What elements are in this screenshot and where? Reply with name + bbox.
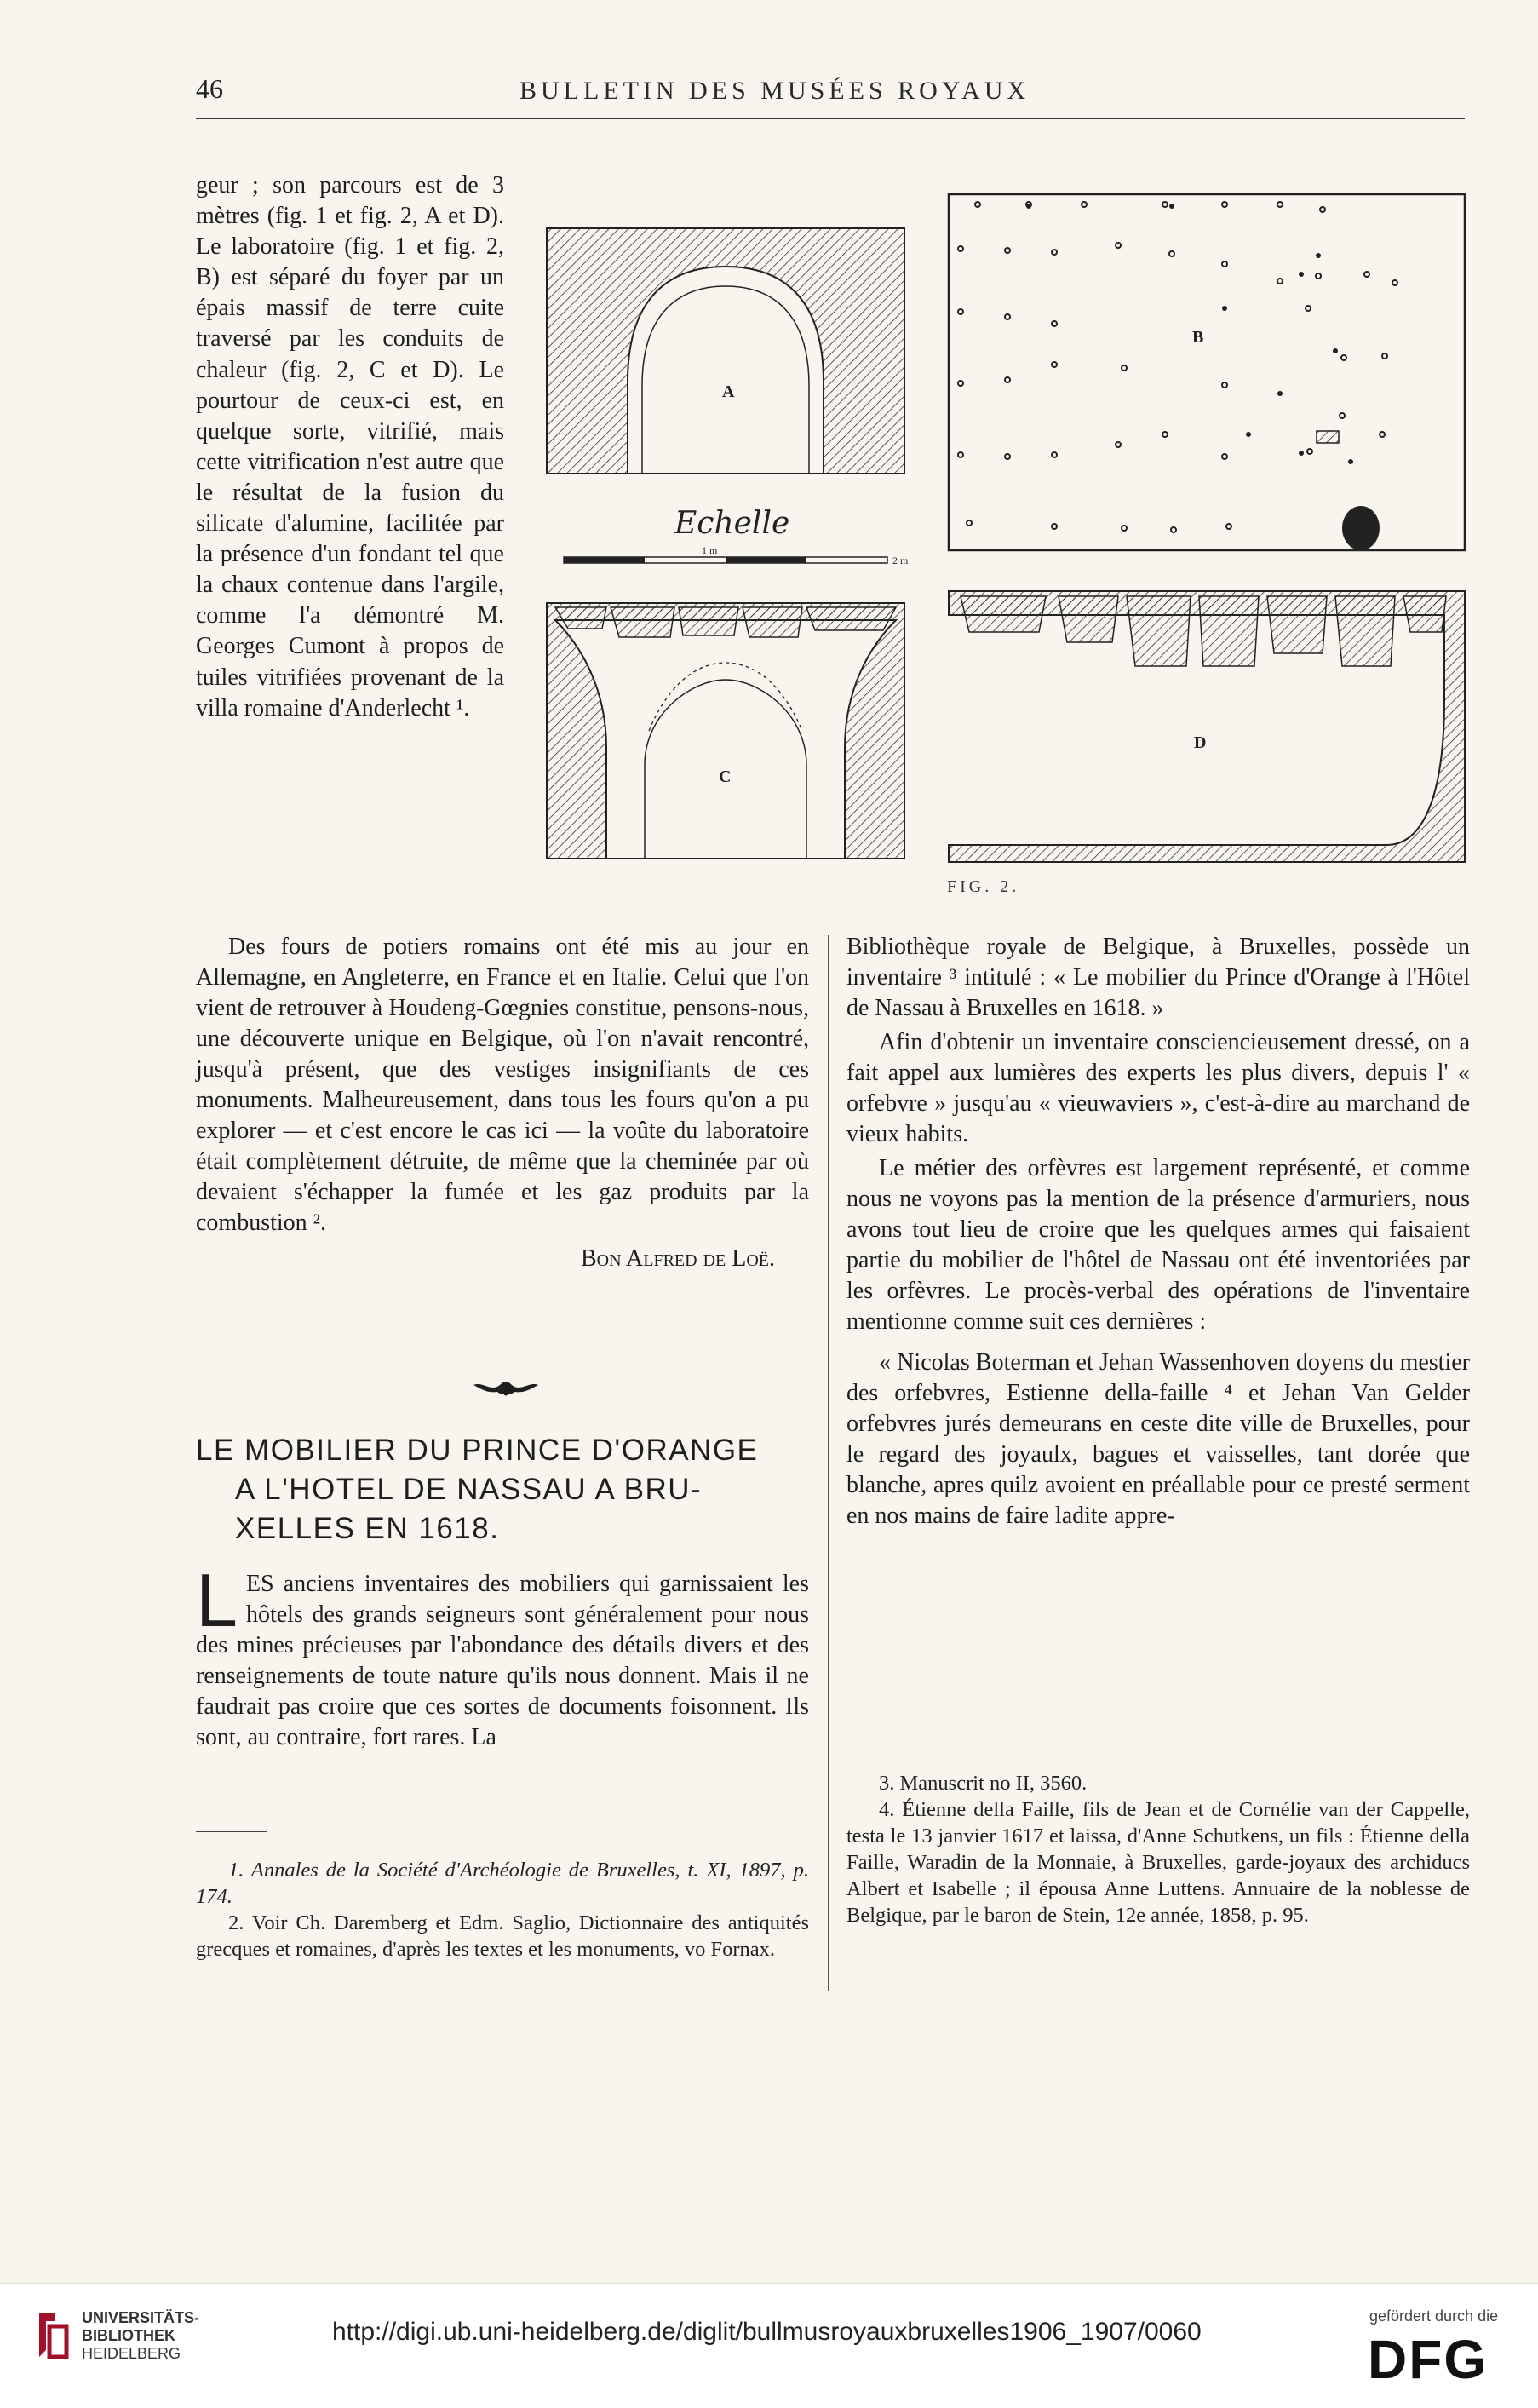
footnote-rule-left [196, 1831, 267, 1832]
paragraph: Des fours de potiers romains ont été mis au jour en Allemagne, en Angleterre, en France et en Italie. Celui que l'on vient de retrouver à Houdeng-Gœgnies constitue, pensons-nous, une découverte unique en Belgique, où l'on n'avait rencontré, jusqu'à présent, que des vestiges insignifiants de ces monuments. Malheureusement, dans tous les fours qu'on a pu explorer — et c'est encore le cas ici — la voûte du laboratoire était complètement détruite, de même que la cheminée par où devaient s'échapper la fumée et les gaz produits par la combustion ². [196, 934, 809, 1236]
footnote: 1. Annales de la Société d'Archéologie de Bruxelles, t. XI, 1897, p. 174. [196, 1859, 809, 1908]
left-column-article [196, 1558, 809, 1753]
right-column [846, 932, 1470, 1532]
article-title-line: LE MOBILIER DU PRINCE D'ORANGE [196, 1434, 759, 1467]
library-logo-icon [34, 2309, 72, 2360]
left-wrap-paragraph: geur ; son parcours est de 3 mètres (fig. 1 et fig. 2, A et D). Le laboratoire (fig. 1 et fig. 2, B) est séparé du foyer par un épais massif de terre cuite traversé par les conduits de chaleur (fig. 2, C et D). Le pourtour de ceux-ci est, en quelque sorte, vitrifié, mais cette vitrification n'est autre que le résultat de la fusion du silicate d'alumine, facilitée par la présence d'un fondant tel que la chaux contenue dans l'argile, comme l'a démontré M. Georges Cumont à propos de tuiles vitrifiées provenant de la villa romaine d'Anderlecht ¹. [196, 172, 504, 721]
author-signature: Bon Alfred de Loë. [580, 1245, 775, 1272]
paragraph: Afin d'obtenir un inventaire consciencieusement dressé, on a fait appel aux lumières des experts les plus divers, depuis l' « orfebvre » jusqu'au « vieuwaviers », c'est-à-dire au marchand de vieux habits. [846, 1029, 1470, 1147]
paragraph: Le métier des orfèvres est largement représenté, et comme nous ne voyons pas la mention de la présence d'armuriers, nous avons tout lieu de croire que les quelques armes qui faisaient partie du mobilier de l'hôtel de Nassau ont été inventoriées par les orfèvres. Le procès-verbal des opérations de l'inventaire mentionne comme suit ces dernières : [846, 1155, 1470, 1335]
scale-label: Echelle [674, 506, 790, 541]
figure-caption: FIG. 2. [947, 877, 1020, 896]
library-name-line: BIBLIOTHEK [82, 2327, 175, 2344]
library-name-line: UNIVERSITÄTS- [82, 2309, 200, 2326]
footnote: 2. Voir Ch. Daremberg et Edm. Saglio, Dictionnaire des antiquités grecques et romaines, d'après les textes et les monuments, vo Fornax. [196, 1911, 809, 1961]
permalink-url[interactable]: http://digi.ub.uni-heidelberg.de/diglit/bullmusroyauxbruxelles1906_1907/0060 [332, 2318, 1202, 2346]
article-intro [196, 1558, 809, 1753]
viewer-footer [0, 2283, 1538, 2408]
label-a: A [722, 382, 735, 401]
dfg-logo[interactable]: DFG [1368, 2329, 1489, 2390]
article-title-line: A L'HOTEL DE NASSAU A BRU- [235, 1473, 703, 1506]
footnote: 4. Étienne della Faille, fils de Jean et de Cornélie van der Cappelle, testa le 13 janvier 1617 et laissa, d'Anne Schutkens, un fils : Étienne della Faille, Waradin de la Monnaie, à Bruxelles, garde-joyaux des archiducs Albert et Isabelle ; il épousa Anne Luttens. Annuaire de la noblesse de Belgique, par le baron de Stein, 12e année, 1858, p. 95. [846, 1798, 1470, 1927]
article-intro-text: ES anciens inventaires des mobiliers qui garnissaient les hôtels des grands seigneurs sont généralement pour nous des mines précieuses par l'abondance des détails divers et des renseignements de toute nature qu'ils nous donnent. Mais il ne faudrait pas croire que ces sortes de documents foisonnent. Ils sont, au contraire, fort rares. La [196, 1571, 809, 1750]
footnotes-right [846, 1770, 1470, 1928]
scale-2m: 2 m [892, 555, 909, 566]
funded-by-label: gefördert durch die [1369, 2307, 1499, 2325]
running-title: BULLETIN DES MUSÉES ROYAUX [519, 77, 1030, 105]
article-title [196, 1431, 809, 1549]
page-number: 46 [196, 73, 223, 104]
article-title-line: XELLES EN 1618. [235, 1512, 500, 1545]
label-c: C [719, 767, 732, 786]
kiln-figure-left [521, 220, 913, 867]
drop-cap: L [196, 1558, 238, 1642]
label-d: D [1194, 733, 1207, 752]
page-header [196, 70, 1465, 119]
kiln-figure-right [944, 189, 1470, 871]
footnote: 3. Manuscrit no II, 3560. [879, 1772, 1088, 1795]
left-column-top [196, 932, 809, 1274]
label-b: B [1192, 328, 1204, 347]
quotation: « Nicolas Boterman et Jehan Wassenhoven doyens du mestier des orfebvres, Estienne della-faille ⁴ et Jehan Van Gelder orfebvres jurés demeurans en ceste dite ville de Bruxelles, pour le regard des joyaulx, bagues et vaisselles, tant dorée que blanche, apres quilz avoient en préallable pour ce presté serment en nos mains de faire ladite appre- [846, 1349, 1470, 1529]
ornament-icon [472, 1378, 540, 1399]
paragraph: Bibliothèque royale de Belgique, à Bruxelles, possède un inventaire ³ intitulé : « Le mobilier du Prince d'Orange à l'Hôtel de Nassau à Bruxelles en 1618. » [846, 934, 1470, 1021]
scale-1m: 1 m [702, 544, 718, 556]
library-name-line: HEIDELBERG [82, 2345, 181, 2362]
column-divider [828, 935, 829, 1991]
footnotes-left [196, 1857, 809, 1963]
library-name[interactable] [82, 2309, 199, 2363]
